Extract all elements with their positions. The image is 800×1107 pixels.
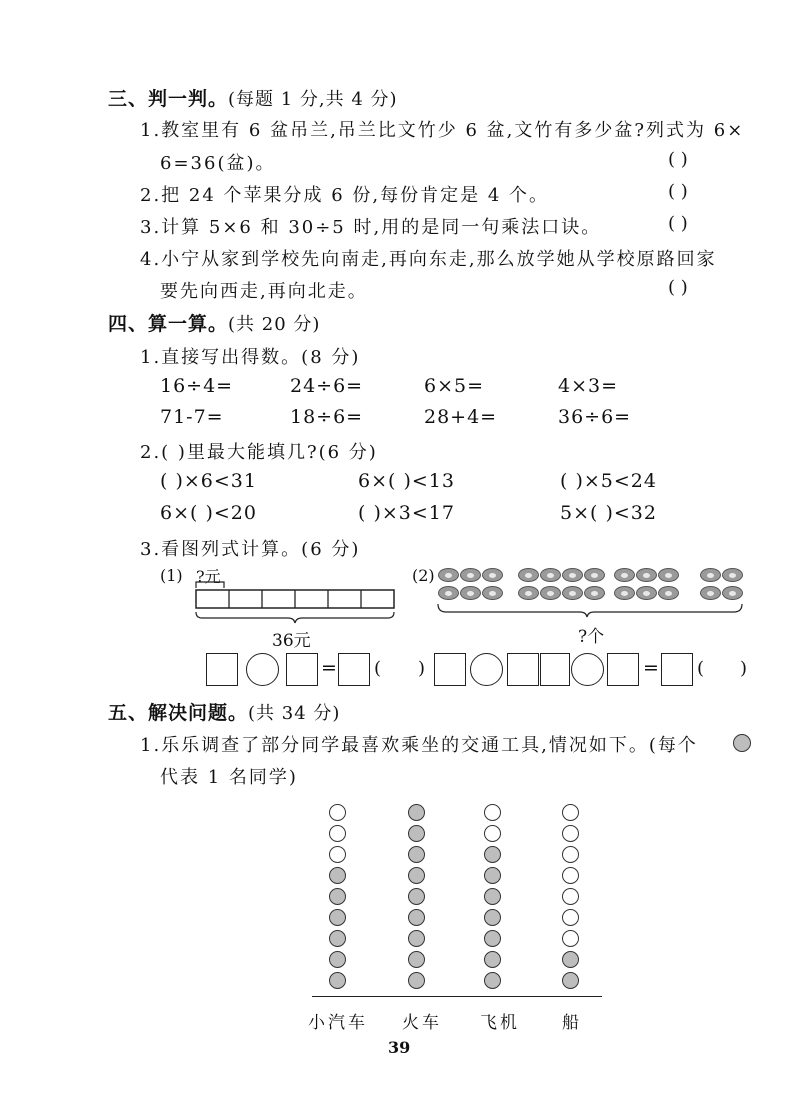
section3-q4-answer[interactable]: ( ) — [668, 277, 688, 298]
pictograph-circle — [562, 930, 579, 947]
section4-heading: 四、算一算。 — [108, 313, 229, 335]
section3-score: (每题 1 分,共 4 分) — [228, 89, 398, 110]
section4-p2-title: 2.( )里最大能填几?(6 分) — [140, 442, 378, 463]
pictograph-circle — [329, 867, 346, 884]
section4-p3-title: 3.看图列式计算。(6 分) — [140, 539, 361, 560]
calc-item: 28+4= — [424, 406, 498, 428]
pictograph-circle — [408, 888, 425, 905]
section3-q3: 3.计算 5×6 和 30÷5 时,用的是同一句乘法口诀。 — [140, 217, 602, 238]
pictograph-circle — [484, 951, 501, 968]
pictograph-circle — [329, 972, 346, 989]
calc-item: 16÷4= — [160, 375, 234, 397]
section5-q1-line2: 代表 1 名同学) — [160, 767, 298, 788]
pictograph-circle — [484, 888, 501, 905]
section5-title — [108, 698, 340, 725]
pictograph-circle — [408, 951, 425, 968]
operator-circle[interactable] — [571, 653, 604, 686]
unit-paren-open: ( — [697, 658, 705, 679]
answer-box[interactable] — [206, 653, 238, 686]
pictograph-circle — [484, 804, 501, 821]
pictograph-circle — [562, 951, 579, 968]
figure1-unknown-label: ?元 — [196, 567, 221, 586]
answer-box[interactable] — [507, 653, 539, 686]
pictograph-circle — [562, 846, 579, 863]
pictograph-circle — [329, 930, 346, 947]
pictograph-circle — [408, 804, 425, 821]
section4-title — [108, 309, 320, 336]
pictograph-circle — [562, 888, 579, 905]
pictograph-circle — [562, 867, 579, 884]
answer-box[interactable] — [661, 653, 693, 686]
equals-sign: = — [321, 657, 338, 679]
inequality-item[interactable]: 6×( )<20 — [160, 502, 257, 524]
section5-heading: 五、解决问题。 — [108, 702, 249, 724]
category-label: 火车 — [402, 1013, 442, 1033]
pictograph-circle — [484, 846, 501, 863]
answer-box[interactable] — [540, 653, 570, 686]
section3-q3-answer[interactable]: ( ) — [668, 213, 688, 234]
answer-box[interactable] — [434, 653, 466, 686]
inequality-item[interactable]: ( )×6<31 — [160, 470, 257, 492]
section3-q4-line2: 要先向西走,再向北走。 — [160, 281, 368, 302]
section3-q1-answer[interactable]: ( ) — [668, 149, 688, 170]
section3-q2-answer[interactable]: ( ) — [668, 181, 688, 202]
pictograph-circle — [329, 825, 346, 842]
pictograph — [300, 786, 610, 1046]
calc-item: 18÷6= — [290, 406, 364, 428]
pictograph-circle — [329, 909, 346, 926]
pictograph-circle — [484, 867, 501, 884]
pictograph-circle — [562, 909, 579, 926]
section5-q1-line1: 1.乐乐调查了部分同学最喜欢乘坐的交通工具,情况如下。(每个 — [140, 735, 698, 756]
section3-q1-line1: 1.教室里有 6 盆吊兰,吊兰比文竹少 6 盆,文竹有多少盆?列式为 6× — [140, 120, 745, 141]
calc-item: 36÷6= — [558, 406, 632, 428]
figure2-total-label: ?个 — [578, 627, 605, 647]
category-label: 飞机 — [480, 1013, 520, 1033]
category-label: 小汽车 — [308, 1013, 368, 1033]
page-number: 39 — [388, 1038, 411, 1057]
answer-box[interactable] — [286, 653, 318, 686]
section3-q2: 2.把 24 个苹果分成 6 份,每份肯定是 4 个。 — [140, 185, 550, 206]
answer-box[interactable] — [607, 653, 639, 686]
figure2-label: (2) — [412, 566, 435, 585]
pictograph-circle — [484, 972, 501, 989]
inequality-item[interactable]: ( )×5<24 — [560, 470, 657, 492]
section4-p1-title: 1.直接写出得数。(8 分) — [140, 347, 361, 368]
figure1-total-label: 36元 — [272, 631, 311, 651]
section3-q4-line1: 4.小宁从家到学校先向南走,再向东走,那么放学她从学校原路回家 — [140, 249, 717, 270]
pictograph-circle — [408, 867, 425, 884]
calc-item: 6×5= — [424, 375, 485, 397]
equals-sign: = — [643, 657, 660, 679]
figure2 — [412, 560, 752, 650]
pictograph-circle — [562, 804, 579, 821]
pictograph-circle — [329, 846, 346, 863]
section3-q1-line2: 6=36(盆)。 — [160, 153, 276, 174]
pictograph-circle — [408, 930, 425, 947]
legend-circle-icon — [733, 734, 751, 752]
pictograph-circle — [329, 804, 346, 821]
section4-score: (共 20 分) — [228, 314, 321, 335]
answer-box[interactable] — [338, 653, 370, 686]
pictograph-circle — [562, 825, 579, 842]
calc-item: 24÷6= — [290, 375, 364, 397]
pictograph-circle — [562, 972, 579, 989]
pictograph-circle — [329, 888, 346, 905]
pictograph-baseline — [312, 996, 602, 997]
pictograph-circle — [408, 825, 425, 842]
calc-item: 4×3= — [558, 375, 619, 397]
pictograph-circle — [329, 951, 346, 968]
pictograph-circle — [408, 846, 425, 863]
calc-item: 71-7= — [160, 406, 224, 428]
inequality-item[interactable]: ( )×3<17 — [358, 502, 455, 524]
figure1-label: (1) — [160, 566, 183, 585]
pictograph-circle — [408, 909, 425, 926]
pictograph-circle — [484, 825, 501, 842]
unit-paren-close: ) — [418, 658, 426, 679]
pictograph-circle — [484, 930, 501, 947]
inequality-item[interactable]: 5×( )<32 — [560, 502, 657, 524]
operator-circle[interactable] — [470, 653, 503, 686]
unit-paren-close: ) — [740, 658, 748, 679]
section3-heading: 三、判一判。 — [108, 88, 229, 110]
category-label: 船 — [562, 1013, 582, 1033]
section3-title — [108, 84, 398, 111]
pictograph-circle — [484, 909, 501, 926]
section5-score: (共 34 分) — [248, 703, 341, 724]
pictograph-circle — [408, 972, 425, 989]
figure1 — [160, 560, 410, 650]
operator-circle[interactable] — [246, 653, 279, 686]
inequality-item[interactable]: 6×( )<13 — [358, 470, 455, 492]
unit-paren-open: ( — [374, 658, 382, 679]
